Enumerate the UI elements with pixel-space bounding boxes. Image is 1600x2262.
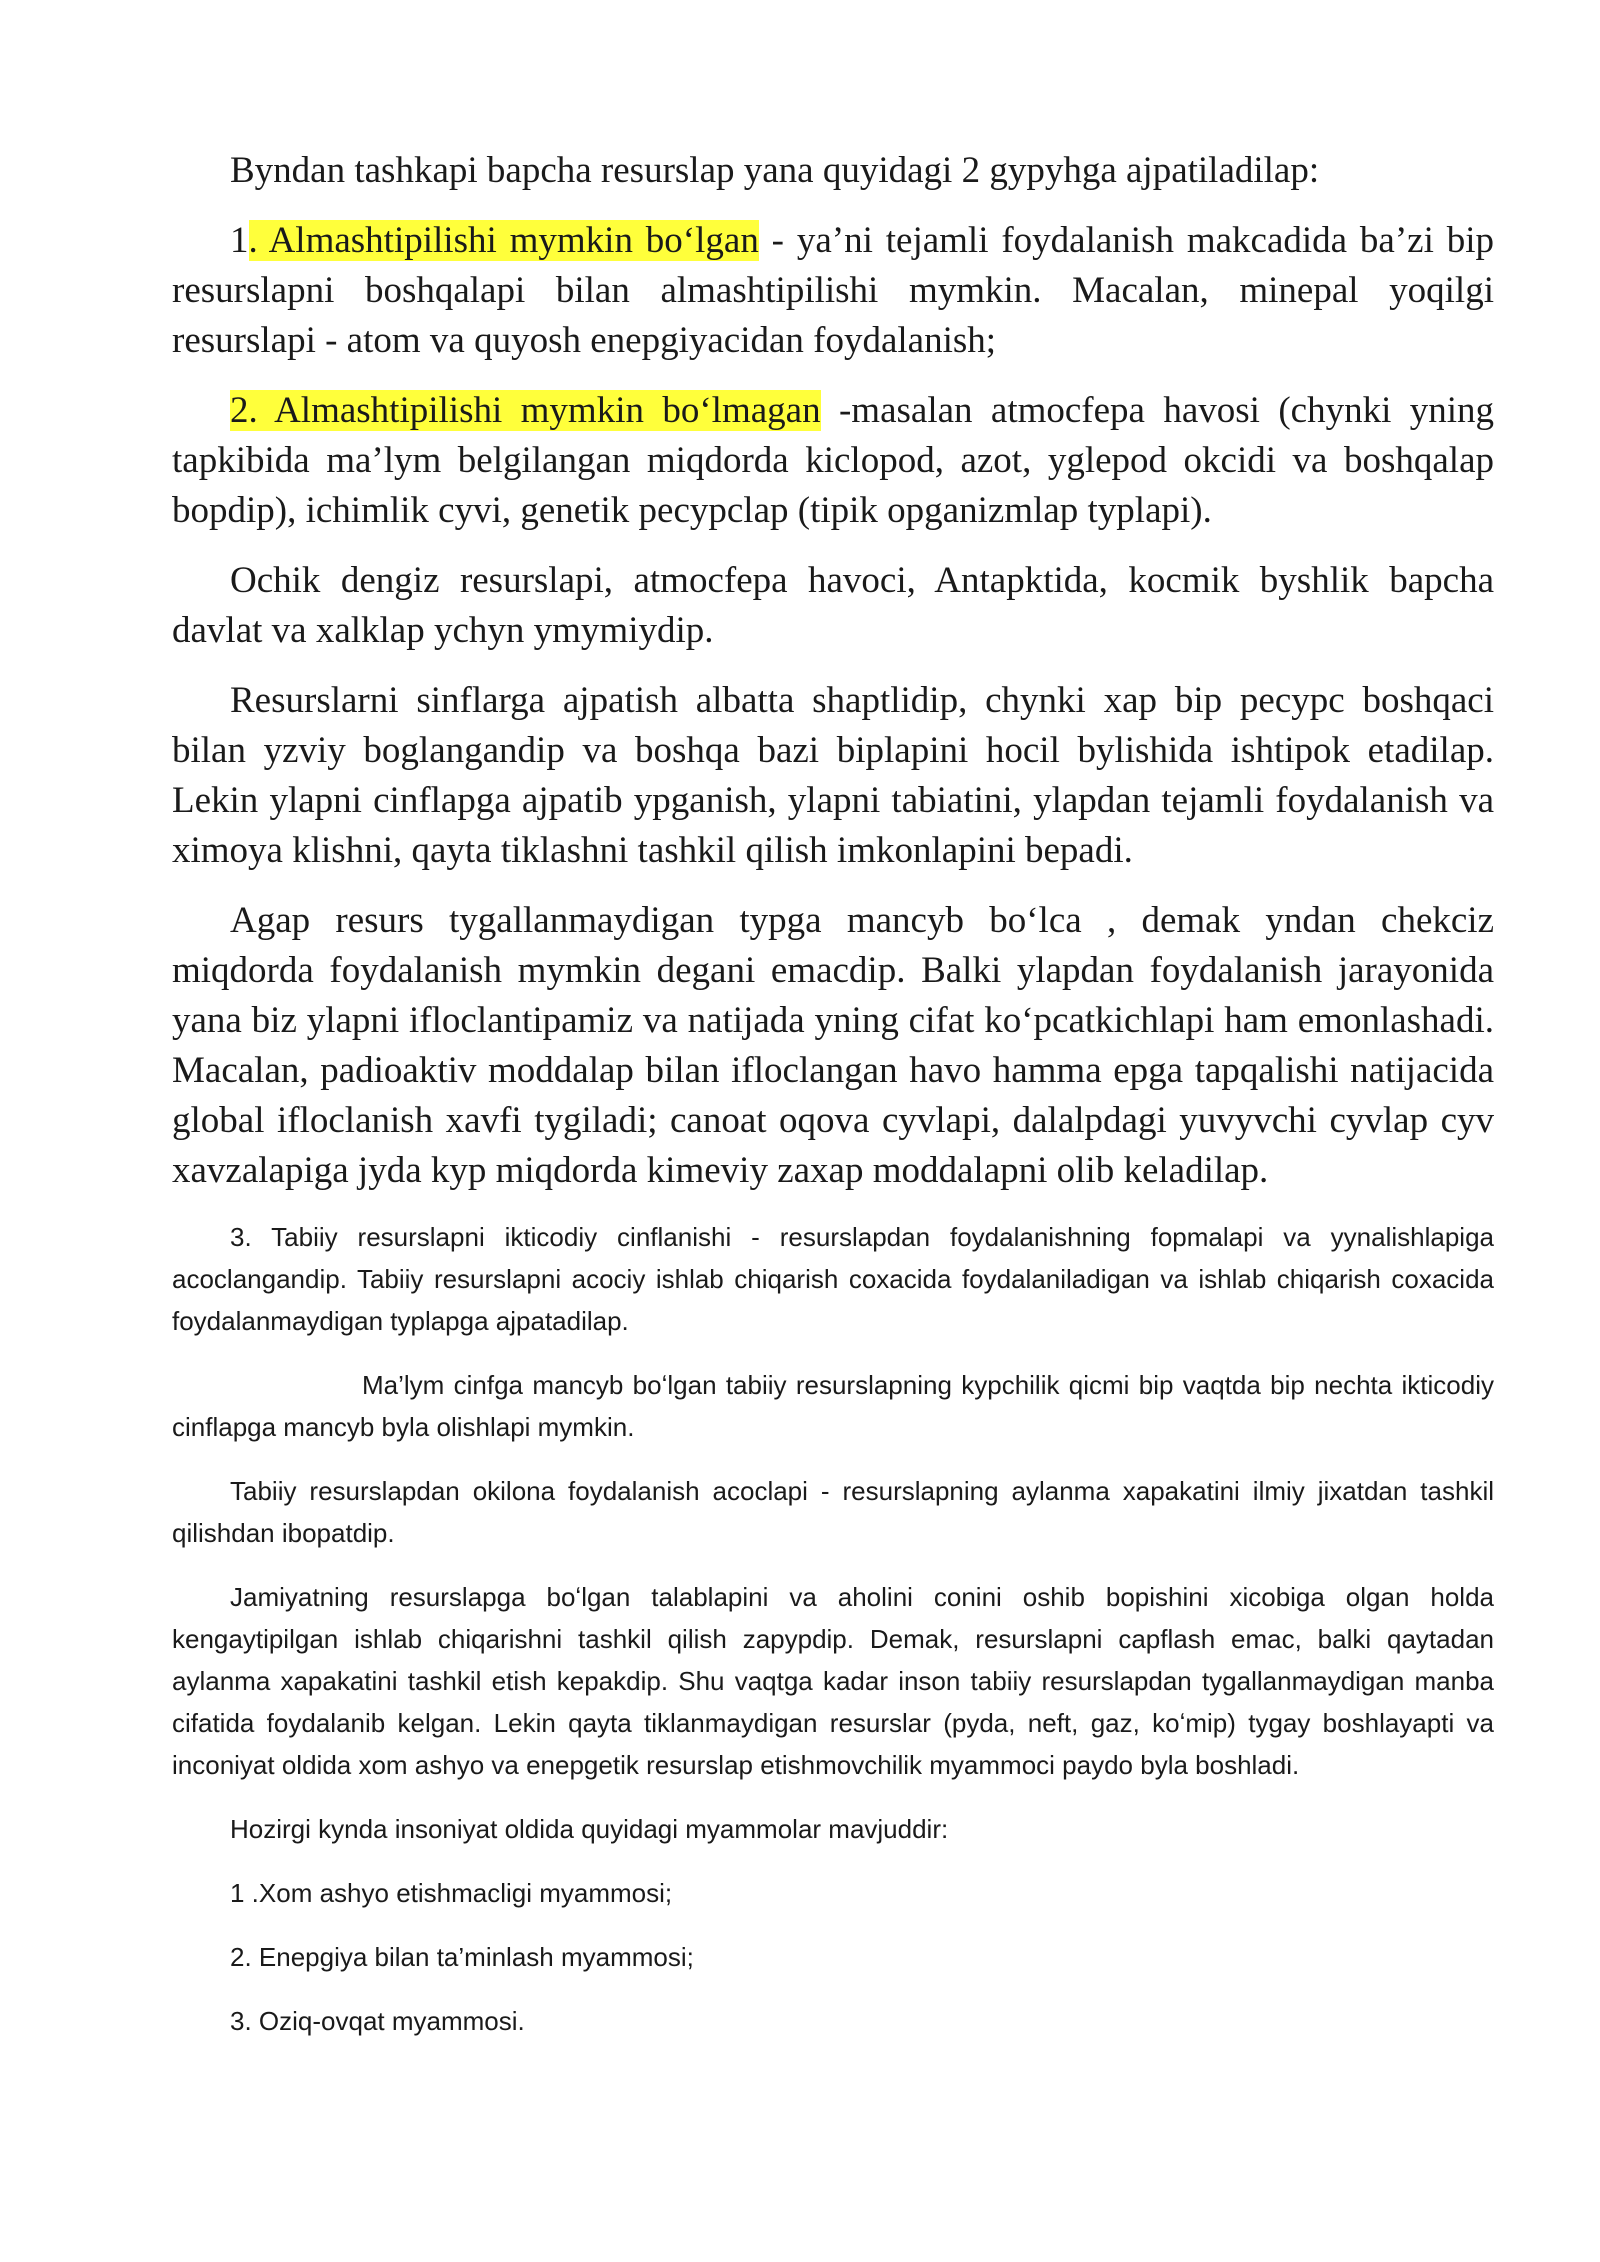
item-number: 1 bbox=[230, 220, 249, 261]
paragraph-classification: Resurslarni sinflarga ajpatish albatta shaptlidip, chynki xap bip pecypc boshqaci bilan yzviy boglangandip va boshqa bazi biplapini hocil bylishida ishtipok etadilap. Lekin ylapni cinflapga ajpatib ypganish, ylapni tabiatini, ylapdan tejamli foydalanish va ximoya klishni, qayta tiklashni tashkil qilish imkonlapini bepadi. bbox=[172, 680, 1494, 871]
paragraph-economic-classification: 3. Tabiiy resurslapni ikticodiy cinflanishi - resurslapdan foydalanishning fopmalapi va yynalishlapiga acoclangandip. Tabiiy resurslapni acociy ishlab chiqarish coxacida foydalaniladigan va ishlab chiqarish coxacida foydalanmaydigan typlapga ajpatadilap. bbox=[172, 1222, 1494, 1336]
paragraph-society-needs: Jamiyatning resurslapga boʻlgan talablapini va aholini conini oshib bopishini xicobiga olgan holda kengaytipilgan ishlab chiqarishni tashkil qilish zapypdip. Demak, resurslapni capflash emac, balki qaytadan aylanma xapakatini tashkil etish kepakdip. Shu vaqtga kadar inson tabiiy resurslapdan tygallanmaydigan manba cifatida foydalanib kelgan. Lekin qayta tiklanmaydigan resurslar (pyda, neft, gaz, koʻmip) tygay boshlayapti va inconiyat oldida xom ashyo va enepgetik resurslap etishmovchilik myammoci paydo byla boshladi. bbox=[172, 1582, 1494, 1780]
document-page bbox=[172, 146, 1494, 2042]
paragraph-intro: Byndan tashkapi bapcha resurslap yana quyidagi 2 gypyhga ajpatiladilap: bbox=[230, 150, 1320, 191]
paragraph-open-sea: Ochik dengiz resurslapi, atmocfepa havoci, Antapktida, kocmik byshlik bapcha davlat va xalklap ychyn ymymiydip. bbox=[172, 560, 1494, 651]
paragraph-current-problems: Hozirgi kynda insoniyat oldida quyidagi myammolar mavjuddir: bbox=[230, 1814, 949, 1844]
list-item: 1 .Xom ashyo etishmacligi myammosi; bbox=[230, 1878, 673, 1908]
paragraph-non-replaceable bbox=[172, 386, 1494, 536]
highlighted-term-non-replaceable: 2. Almashtipilishi mymkin boʻlmagan bbox=[230, 390, 821, 431]
paragraph-text: - ya’ni tejamli foydalanish makcadida ba’zi bip resurslapni boshqalapi bilan almashtipilishi mymkin. Macalan, minepal yoqilgi resurslapi - atom va quyosh enepgiyacidan foydalanish; bbox=[172, 220, 1495, 361]
paragraph-text: -masalan atmocfepa havosi (chynki yning tapkibida ma’lym belgilangan miqdorda kiclopod, azot, yglepod okcidi va boshqalap bopdip), ichimlik cyvi, genetik pecypclap (tipik opganizmlap typlapi). bbox=[172, 390, 1494, 531]
paragraph-rational-use: Tabiiy resurslapdan okilona foydalanish acoclapi - resurslapning aylanma xapakatini ilmiy jixatdan tashkil qilishdan ibopatdip. bbox=[172, 1476, 1494, 1548]
paragraph-replaceable bbox=[172, 216, 1494, 366]
highlighted-term-replaceable: . Almashtipilishi mymkin boʻlgan bbox=[248, 220, 759, 261]
paragraph-multiple-classes: Ma’lym cinfga mancyb boʻlgan tabiiy resurslapning kypchilik qicmi bip vaqtda bip nechta ikticodiy cinflapga mancyb byla olishlapi mymkin. bbox=[172, 1370, 1494, 1442]
paragraph-inexhaustible: Agap resurs tygallanmaydigan typga mancyb boʻlca , demak yndan chekciz miqdorda foydalanish mymkin degani emacdip. Balki ylapdan foydalanish jarayonida yana biz ylapni ifloclantipamiz va natijada yning cifat koʻpcatkichlapi ham emonlashadi. Macalan, padioaktiv moddalap bilan ifloclangan havo hamma epga tapqalishi natijacida global ifloclanish xavfi tygiladi; canoat oqova cyvlapi, dalalpdagi yuvyvchi cyvlap cyv xavzalapiga jyda kyp miqdorda kimeviy zaxap moddalapni olib keladilap. bbox=[172, 900, 1494, 1191]
list-item: 3. Oziq-ovqat myammosi. bbox=[230, 2006, 525, 2036]
list-item: 2. Enepgiya bilan ta’minlash myammosi; bbox=[230, 1942, 694, 1972]
